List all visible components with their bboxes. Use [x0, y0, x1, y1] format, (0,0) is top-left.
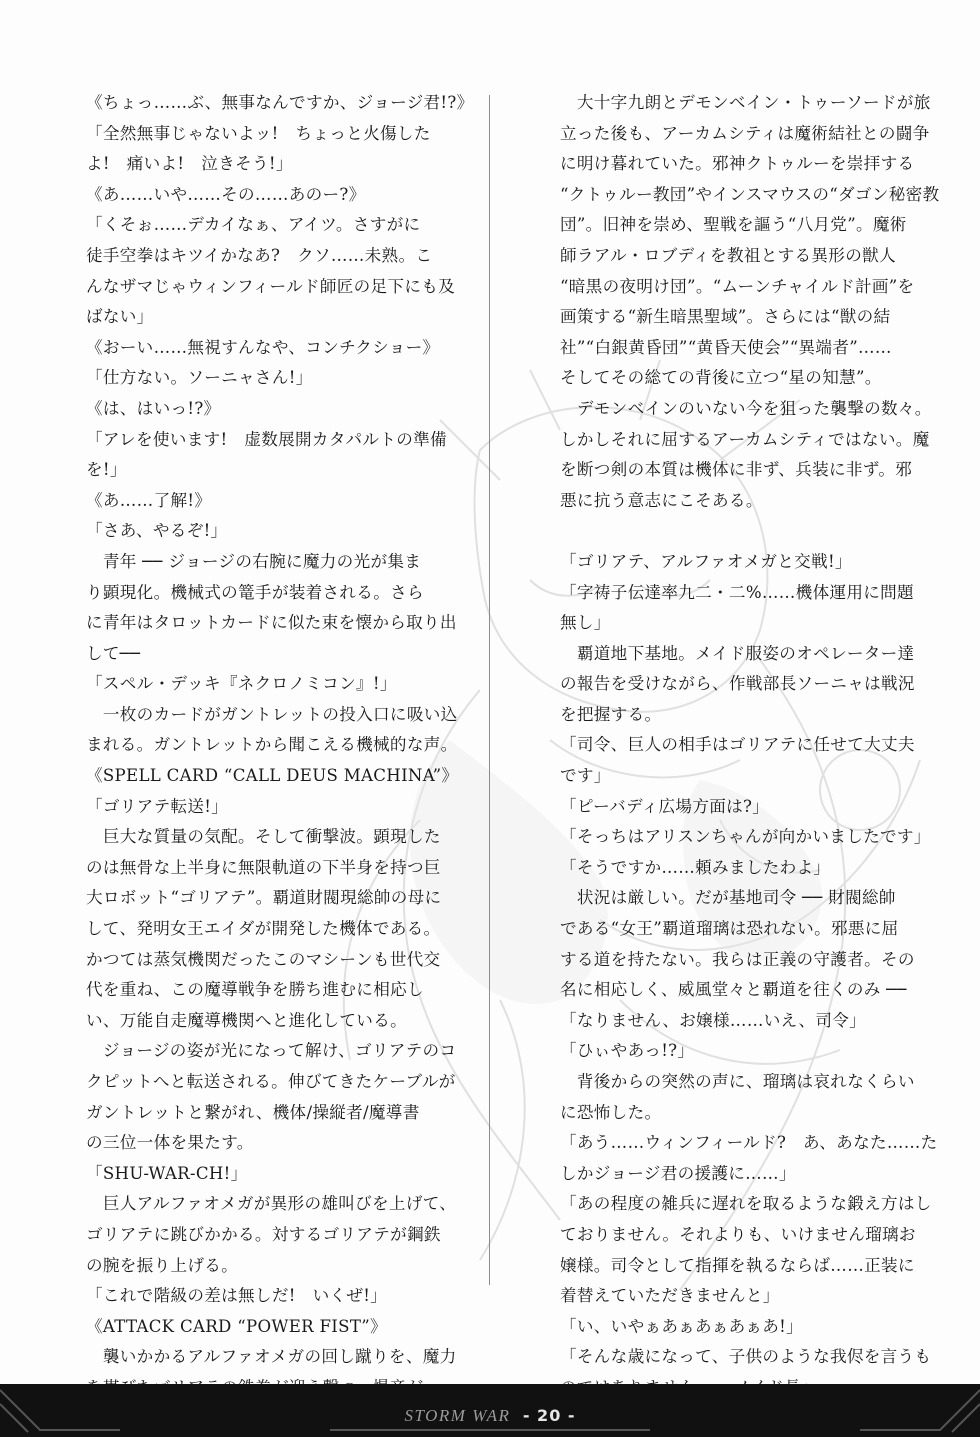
text-line: 青年 ── ジョージの右腕に魔力の光が集ま: [86, 551, 422, 571]
text-line: 団”。旧神を崇め、聖戦を謳う“八月党”。魔術: [560, 215, 907, 235]
text-line: 「ゴリアテ、アルファオメガと交戦!」: [560, 551, 852, 571]
text-line: 《あ……了解!》: [86, 490, 212, 510]
text-line: のは無骨な上半身に無限軌道の下半身を持つ巨: [86, 857, 441, 877]
footer-caption: [0, 1406, 980, 1426]
text-line: 巨大な質量の気配。そして衝撃波。顕現した: [86, 827, 441, 847]
text-line: しかジョージ君の援護に……」: [560, 1163, 796, 1183]
text-line: 「司令、巨人の相手はゴリアテに任せて大丈夫: [560, 735, 915, 755]
text-line: 一枚のカードがガントレットの投入口に吸い込: [86, 704, 458, 724]
text-line: 《ATTACK CARD “POWER FIST”》: [86, 1316, 387, 1336]
text-line: んなザマじゃウィンフィールド師匠の足下にも及: [86, 276, 456, 296]
text-line: の腕を振り上げる。: [86, 1255, 239, 1275]
text-line: 《SPELL CARD “CALL DEUS MACHINA”》: [86, 766, 459, 786]
text-line: 師ラアル・ロブディを教祖とする異形の獣人: [560, 245, 896, 265]
text-line: 「さあ、やるぞ!」: [86, 521, 228, 541]
text-line: 《あ……いや……その……あのー?》: [86, 184, 366, 204]
text-line: を断つ剣の本質は機体に非ず、兵装に非ず。邪: [560, 460, 913, 480]
text-line: クピットへと転送される。伸びてきたケーブルが: [86, 1072, 456, 1091]
text-line: ガントレットと繋がれ、機体/操縦者/魔導書: [86, 1102, 420, 1122]
text-line: 背後からの突然の声に、瑠璃は哀れなくらい: [560, 1072, 915, 1091]
text-line: を把握する。: [560, 704, 662, 724]
text-line: 着替えていただきませんと」: [560, 1286, 780, 1306]
text-line: 代を重ね、この魔導戦争を勝ち進むに相応し: [86, 980, 424, 1000]
page-number: - 20 -: [522, 1406, 576, 1425]
text-line: に青年はタロットカードに似た束を懐から取り出: [86, 613, 457, 633]
text-line: 「そうですか……頼みましたわよ」: [560, 857, 831, 877]
text-line: の報告を受けながら、作戦部長ソーニャは戦況: [560, 674, 915, 694]
text-line: 社”“白銀黄昏団”“黄昏天使会”“異端者”……: [560, 337, 892, 357]
text-line: 「アレを使います! 虚数展開カタパルトの準備: [86, 429, 447, 449]
text-line: 《は、はいっ!?》: [86, 398, 221, 418]
text-line: ばない」: [86, 307, 154, 327]
text-line: です」: [560, 766, 611, 786]
text-line: して、発明女王エイダが開発した機体である。: [86, 919, 441, 939]
column-divider: [489, 95, 490, 1285]
text-line: 「仕方ない。ソーニャさん!」: [86, 368, 313, 388]
text-line: 《ちょっ……ぶ、無事なんですか、ジョージ君!?》: [86, 93, 474, 112]
text-line: よ! 痛いよ! 泣きそう!」: [86, 154, 293, 174]
text-line: 「なりません、お嬢様……いえ、司令」: [560, 1010, 867, 1030]
text-line: しかしそれに屈するアーカムシティではない。魔: [560, 429, 930, 449]
text-line: 「そんな歳になって、子供のような我侭を言うも: [560, 1347, 932, 1367]
text-line: 「あの程度の雑兵に遅れを取るような鍛え方はし: [560, 1194, 932, 1214]
text-line: 「そっちはアリスンちゃんが向かいましたです」: [560, 827, 931, 847]
text-line: して──: [86, 643, 141, 663]
text-line: 状況は厳しい。だが基地司令 ── 財閥総帥: [560, 888, 896, 908]
text-line: 《おーい……無視すんなや、コンチクショー》: [86, 337, 440, 357]
text-line: 「ゴリアテ転送!」: [86, 796, 229, 816]
text-line: 「くそぉ……デカイなぁ、アイツ。さすがに: [86, 215, 421, 235]
text-line: り顕現化。機械式の篭手が装着される。さら: [86, 582, 424, 602]
text-line: 「ピーバディ広場方面は?」: [560, 796, 770, 816]
text-line: 襲いかかるアルファオメガの回し蹴りを、魔力: [86, 1347, 457, 1367]
text-line: である“女王”覇道瑠璃は恐れない。邪悪に屈: [560, 919, 899, 939]
text-line: デモンベインのいない今を狙った襲撃の数々。: [560, 398, 932, 418]
text-line: 大十字九朗とデモンベイン・トゥーソードが旅: [560, 93, 931, 112]
text-line: 悪に抗う意志にこそある。: [560, 490, 763, 510]
text-line: まれる。ガントレットから聞こえる機械的な声。: [86, 735, 458, 755]
text-line: い、万能自走魔導機関へと進化している。: [86, 1010, 407, 1030]
text-line: を!」: [86, 460, 127, 480]
text-line: 「スペル・デッキ『ネクロノミコン』!」: [86, 674, 397, 694]
text-line: 「ひぃやあっ!?」: [560, 1041, 695, 1061]
text-line: そしてその総ての背後に立つ“星の知慧”。: [560, 368, 882, 388]
text-line: 「い、いやぁあぁあぁあぁあ!」: [560, 1316, 803, 1336]
text-line: [560, 516, 910, 547]
text-line: の三位一体を果たす。: [86, 1133, 254, 1153]
text-line: “クトゥルー教団”やインスマウスの“ダゴン秘密教: [560, 184, 940, 204]
text-line: 大ロボット“ゴリアテ”。覇道財閥現総帥の母に: [86, 888, 442, 908]
text-line: に恐怖した。: [560, 1102, 662, 1122]
text-line: 無し」: [560, 613, 611, 633]
text-line: 「これで階級の差は無しだ! いくぜ!」: [86, 1286, 388, 1306]
text-line: 画策する“新生暗黒聖域”。さらには“獣の結: [560, 307, 891, 327]
text-line: “暗黒の夜明け団”。“ムーンチャイルド計画”を: [560, 276, 915, 296]
text-line: 「SHU-WAR-CH!」: [86, 1163, 248, 1183]
text-line: かつては蒸気機関だったこのマシーンも世代交: [86, 949, 441, 969]
text-line: 徒手空拳はキツイかなあ? クソ……未熟。こ: [86, 245, 433, 265]
text-line: する道を持たない。我らは正義の守護者。その: [560, 949, 915, 969]
text-line: ジョージの姿が光になって解け、ゴリアテのコ: [86, 1041, 457, 1061]
text-line: に明け暮れていた。邪神クトゥルーを崇拝する: [560, 154, 915, 174]
text-line: 「全然無事じゃないよッ! ちょっと火傷した: [86, 123, 431, 143]
text-line: 「あう……ウィンフィールド? あ、あなた……た: [560, 1133, 938, 1153]
text-line: 名に相応しく、威風堂々と覇道を往くのみ ──: [560, 980, 907, 1000]
text-line: 「字祷子伝達率九二・二%……機体運用に問題: [560, 582, 914, 602]
text-line: ゴリアテに跳びかかる。対するゴリアテが鋼鉄: [86, 1224, 441, 1244]
text-line: 嬢様。司令として指揮を執るならば……正装に: [560, 1255, 915, 1275]
right-text-column: [560, 88, 940, 1434]
text-line: 立った後も、アーカムシティは魔術結社との闘争: [560, 123, 930, 143]
text-line: ておりません。それよりも、いけません瑠璃お: [560, 1224, 916, 1244]
text-line: 巨人アルファオメガが異形の雄叫びを上げて、: [86, 1194, 457, 1214]
footer-brand: STORM WAR: [404, 1406, 511, 1425]
text-line: 覇道地下基地。メイド服姿のオペレーター達: [560, 643, 915, 663]
